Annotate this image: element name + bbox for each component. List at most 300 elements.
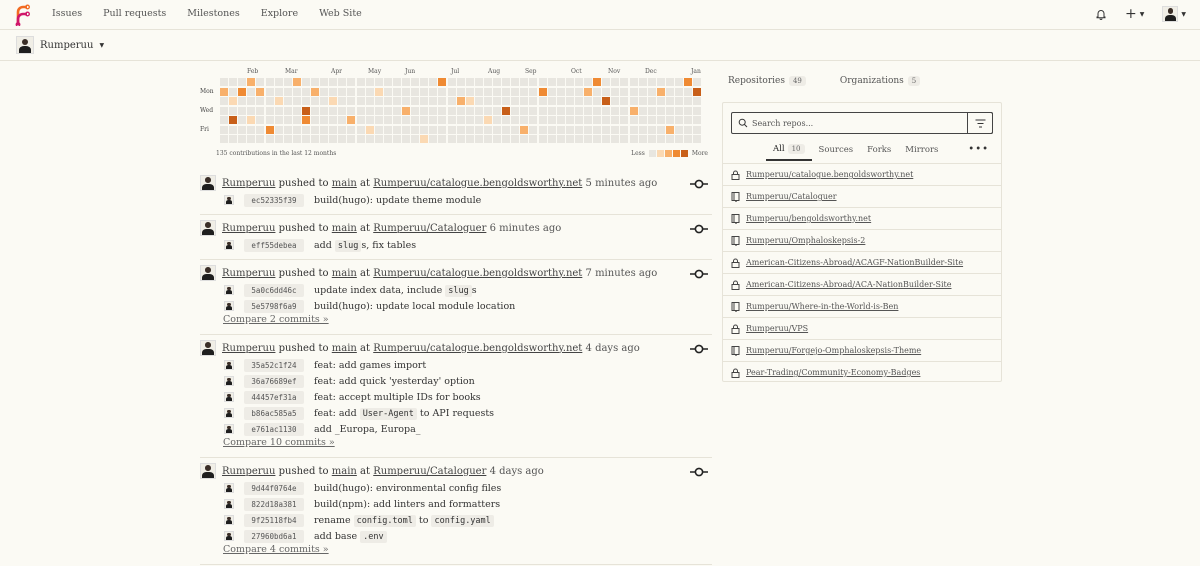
contribution-cell <box>539 78 547 86</box>
filter-tab-label: Sources <box>818 145 854 155</box>
contribution-cell <box>493 78 501 86</box>
contribution-cell <box>511 97 519 105</box>
contribution-cell <box>429 78 437 86</box>
repo-name-link[interactable]: Rumperuu/Cataloguer <box>746 192 837 201</box>
contribution-cell <box>502 88 510 96</box>
tab-repositories[interactable] <box>722 70 812 92</box>
commit-row <box>200 389 712 405</box>
create-new-dropdown[interactable] <box>1125 6 1144 22</box>
contribution-cell <box>520 135 528 143</box>
compare-commits-link[interactable]: Compare 10 commits » <box>223 437 335 448</box>
action-text: pushed to <box>278 342 329 354</box>
contribution-cell <box>238 88 246 96</box>
contribution-cell <box>366 107 374 115</box>
contribution-cell <box>275 107 283 115</box>
filter-tab-all[interactable] <box>766 139 812 161</box>
feed-item-header <box>200 219 712 237</box>
contribution-cell <box>584 135 592 143</box>
repo-link[interactable]: Rumperuu/Cataloguer <box>373 465 487 477</box>
commit-sha-link[interactable]: 9f25118fb4 <box>244 514 304 527</box>
contribution-cell <box>229 88 237 96</box>
contribution-cell <box>493 88 501 96</box>
commit-sha-link[interactable]: 5a0c6dd46c <box>244 284 304 297</box>
commit-sha-link[interactable]: ec52335f39 <box>244 194 304 207</box>
contribution-cell <box>284 88 292 96</box>
contribution-cell <box>475 107 483 115</box>
contribution-cell <box>584 78 592 86</box>
contribution-cell <box>347 107 355 115</box>
contribution-cell <box>593 107 601 115</box>
lock-icon <box>731 280 740 290</box>
feed-item <box>200 215 712 260</box>
repo-name-link[interactable]: Pear-Trading/Community-Economy-Badges <box>746 368 921 377</box>
user-link[interactable]: Rumperuu <box>222 465 276 477</box>
contribution-cell <box>666 116 674 124</box>
branch-link[interactable]: main <box>331 465 357 477</box>
contribution-cell <box>548 135 556 143</box>
commit-row <box>200 298 712 314</box>
contribution-cell <box>256 97 264 105</box>
filter-tab-forks[interactable] <box>860 139 898 161</box>
contribution-cell <box>566 126 574 134</box>
contribution-cell <box>375 135 383 143</box>
context-user-switcher[interactable] <box>16 36 104 54</box>
contribution-cell <box>611 107 619 115</box>
repo-name-link[interactable]: American-Citizens-Abroad/ACAGF-NationBuilder-Site <box>746 258 964 267</box>
contribution-cell <box>429 116 437 124</box>
repo-name-link[interactable]: Rumperuu/Forgejo-Omphaloskepsis-Theme <box>746 346 922 355</box>
contribution-cell <box>266 107 274 115</box>
filter-tab-label: All <box>773 144 785 154</box>
lock-icon <box>731 368 740 378</box>
commit-icon <box>690 268 708 280</box>
contribution-cell <box>457 88 465 96</box>
contribution-cell <box>393 135 401 143</box>
contribution-cell <box>520 88 528 96</box>
commit-message: add slug s, fix tables <box>314 239 417 251</box>
filter-tab-mirrors[interactable] <box>898 139 945 161</box>
branch-link[interactable]: main <box>331 177 357 189</box>
contribution-cell <box>502 126 510 134</box>
commit-row <box>200 512 712 528</box>
contribution-cell <box>575 88 583 96</box>
contribution-cell <box>475 135 483 143</box>
contribution-cell <box>357 135 365 143</box>
month-label: Jul <box>451 68 460 75</box>
repo-link[interactable]: Rumperuu/catalogue.bengoldsworthy.net <box>373 342 583 354</box>
contribution-cell <box>438 107 446 115</box>
contribution-cell <box>657 88 665 96</box>
search-input[interactable] <box>748 113 967 133</box>
contribution-cell <box>357 116 365 124</box>
contribution-cell <box>639 88 647 96</box>
contribution-cell <box>566 107 574 115</box>
commit-message: build(hugo): environmental config files <box>314 482 502 494</box>
repo-list-item[interactable] <box>723 273 1001 295</box>
notifications-bell-icon[interactable] <box>1095 8 1107 20</box>
contribution-cell <box>475 78 483 86</box>
lock-icon <box>731 324 740 334</box>
avatar <box>200 463 216 479</box>
contribution-cell <box>338 78 346 86</box>
contribution-cell <box>620 126 628 134</box>
branch-link[interactable]: main <box>331 342 357 354</box>
contribution-cell <box>375 97 383 105</box>
contribution-cell <box>366 135 374 143</box>
contribution-cell <box>238 135 246 143</box>
contribution-cell <box>484 116 492 124</box>
commit-sha-link[interactable]: 9d44f0764e <box>244 482 304 495</box>
contribution-cell <box>247 88 255 96</box>
contribution-cell <box>575 135 583 143</box>
legend-swatch <box>673 150 680 157</box>
contribution-cell <box>666 97 674 105</box>
contribution-cell <box>466 135 474 143</box>
contribution-cell <box>357 126 365 134</box>
contribution-cell <box>675 78 683 86</box>
branch-link[interactable]: main <box>331 267 357 279</box>
filter-tab-sources[interactable] <box>812 139 861 161</box>
contribution-cell <box>630 135 638 143</box>
repo-link[interactable]: Rumperuu/Cataloguer <box>373 222 487 234</box>
forgejo-logo[interactable] <box>14 4 30 26</box>
month-label: Jun <box>405 68 416 75</box>
inline-code: config.toml <box>354 515 416 527</box>
contribution-cell <box>229 78 237 86</box>
contribution-cell <box>284 116 292 124</box>
avatar <box>224 376 234 386</box>
contribution-cell <box>420 135 428 143</box>
repo-list-item[interactable] <box>723 251 1001 273</box>
contribution-cell <box>657 126 665 134</box>
inline-code: config.yaml <box>431 515 493 527</box>
commit-icon <box>690 343 708 355</box>
commit-sha-link[interactable]: 5e5798f6a9 <box>244 300 304 313</box>
avatar <box>224 240 234 250</box>
user-menu[interactable] <box>1162 6 1186 22</box>
legend-more: More <box>691 150 708 157</box>
contribution-cell <box>448 135 456 143</box>
commit-row <box>200 421 712 437</box>
commit-sha-link[interactable]: b86ac585a5 <box>244 407 304 420</box>
contribution-cell <box>229 135 237 143</box>
commit-sha-link[interactable]: e761ac1130 <box>244 423 304 436</box>
tab-organizations[interactable] <box>834 70 926 92</box>
user-link[interactable]: Rumperuu <box>222 222 276 234</box>
contribution-cell <box>684 88 692 96</box>
repo-panel <box>722 102 1002 382</box>
repo-name-link[interactable]: American-Citizens-Abroad/ACA-NationBuilder-Site <box>746 280 952 289</box>
contribution-cell <box>475 88 483 96</box>
tab-label: Organizations <box>839 76 904 86</box>
contribution-cell <box>493 126 501 134</box>
contribution-cell <box>338 126 346 134</box>
repo-list-item[interactable] <box>723 295 1001 317</box>
nav-link-pull-requests[interactable]: Pull requests <box>103 8 167 19</box>
contribution-cell <box>457 107 465 115</box>
repo-name-link[interactable]: Rumperuu/Omphaloskepsis-2 <box>746 236 866 245</box>
contribution-cell <box>293 126 301 134</box>
commit-sha-link[interactable]: 35a52c1f24 <box>244 359 304 372</box>
contribution-cell <box>347 116 355 124</box>
contribution-cell <box>420 116 428 124</box>
avatar <box>224 195 234 205</box>
contribution-cell <box>402 135 410 143</box>
contribution-cell <box>366 88 374 96</box>
commit-message: build(hugo): update theme module <box>314 194 482 206</box>
contribution-cell <box>529 88 537 96</box>
contribution-cell <box>557 116 565 124</box>
repo-list <box>723 163 1001 383</box>
contribution-cell <box>366 97 374 105</box>
nav-link-web-site[interactable]: Web Site <box>319 8 362 19</box>
contribution-cell <box>429 126 437 134</box>
at-text: at <box>360 465 371 477</box>
contribution-cell <box>611 88 619 96</box>
contribution-cell <box>302 135 310 143</box>
inline-code: .env <box>360 531 386 543</box>
repo-list-item[interactable] <box>723 163 1001 185</box>
contribution-cell <box>557 78 565 86</box>
avatar <box>200 220 216 236</box>
contribution-cell <box>457 116 465 124</box>
feed-item <box>200 260 712 335</box>
commit-row <box>200 357 712 373</box>
contribution-cell <box>466 116 474 124</box>
contribution-cell <box>520 126 528 134</box>
contribution-cell <box>311 135 319 143</box>
contribution-cell <box>284 135 292 143</box>
feed-item-header <box>200 462 712 480</box>
contribution-cell <box>411 78 419 86</box>
contribution-cell <box>484 88 492 96</box>
compare-commits-link[interactable]: Compare 2 commits » <box>223 314 329 325</box>
day-label: Wed <box>200 107 214 114</box>
repo-name-link[interactable]: Rumperuu/catalogue.bengoldsworthy.net <box>746 170 914 179</box>
repo-name-link[interactable]: Rumperuu/Where-in-the-World-is-Ben <box>746 302 899 311</box>
contribution-cell <box>602 116 610 124</box>
nav-link-issues[interactable]: Issues <box>52 8 83 19</box>
contribution-cell <box>220 88 228 96</box>
tab-label: Repositories <box>728 76 785 86</box>
branch-link[interactable]: main <box>331 222 357 234</box>
contribution-cell <box>411 107 419 115</box>
commit-sha-link[interactable]: 27960bd6a1 <box>244 530 304 543</box>
commit-row <box>200 373 712 389</box>
commit-sha-link[interactable]: 822d18a381 <box>244 498 304 511</box>
contribution-cell <box>639 78 647 86</box>
contribution-cell <box>602 88 610 96</box>
contribution-cell <box>630 126 638 134</box>
contribution-cell <box>457 135 465 143</box>
avatar <box>1162 6 1178 22</box>
timestamp: 4 days ago <box>585 342 640 354</box>
contribution-cell <box>620 88 628 96</box>
contribution-cell <box>630 116 638 124</box>
contribution-cell <box>256 78 264 86</box>
contribution-cell <box>320 126 328 134</box>
avatar <box>224 531 234 541</box>
repo-list-item[interactable] <box>723 339 1001 361</box>
contribution-cell <box>238 78 246 86</box>
chevron-down-icon: ▼ <box>99 41 105 49</box>
user-link[interactable]: Rumperuu <box>222 342 276 354</box>
contribution-cell <box>511 126 519 134</box>
top-navbar <box>0 0 1200 30</box>
filter-button[interactable] <box>967 112 993 134</box>
nav-link-explore[interactable]: Explore <box>260 8 299 19</box>
contribution-cell <box>620 107 628 115</box>
contribution-cell <box>338 116 346 124</box>
filter-tab-label: Forks <box>867 145 892 155</box>
avatar <box>224 499 234 509</box>
contribution-cell <box>293 97 301 105</box>
contribution-cell <box>639 126 647 134</box>
contribution-cell <box>347 88 355 96</box>
contribution-cell <box>648 116 656 124</box>
user-link[interactable]: Rumperuu <box>222 177 276 189</box>
contribution-cell <box>275 116 283 124</box>
contribution-cell <box>584 107 592 115</box>
contribution-cell <box>529 135 537 143</box>
contribution-cell <box>302 107 310 115</box>
avatar <box>224 285 234 295</box>
repo-list-item[interactable] <box>723 317 1001 339</box>
compare-commits-link[interactable]: Compare 4 commits » <box>223 544 329 555</box>
contribution-cell <box>229 107 237 115</box>
repo-list-item[interactable] <box>723 361 1001 383</box>
contribution-cell <box>229 97 237 105</box>
contribution-cell <box>357 97 365 105</box>
avatar <box>200 340 216 356</box>
contribution-cell <box>466 97 474 105</box>
contribution-cell <box>448 107 456 115</box>
contribution-cell <box>311 78 319 86</box>
contribution-cell <box>548 107 556 115</box>
contribution-cell <box>375 107 383 115</box>
month-label: Feb <box>247 68 259 75</box>
repo-search <box>731 112 993 134</box>
user-link[interactable]: Rumperuu <box>222 267 276 279</box>
repo-name-link[interactable]: Rumperuu/VPS <box>746 324 809 333</box>
action-text: pushed to <box>278 465 329 477</box>
month-label: May <box>368 68 382 75</box>
contribution-cell <box>493 97 501 105</box>
contribution-cell <box>448 116 456 124</box>
contribution-cell <box>520 107 528 115</box>
contribution-cell <box>329 97 337 105</box>
timestamp: 7 minutes ago <box>585 267 658 279</box>
avatar <box>200 175 216 191</box>
contribution-cell <box>266 78 274 86</box>
contribution-cell <box>438 78 446 86</box>
contribution-cell <box>639 135 647 143</box>
commit-row <box>200 237 712 253</box>
contribution-cell <box>666 78 674 86</box>
contribution-cell <box>675 88 683 96</box>
commit-sha-link[interactable]: 36a76689ef <box>244 375 304 388</box>
inline-code: slug <box>445 285 471 297</box>
contribution-cell <box>293 116 301 124</box>
commit-row <box>200 192 712 208</box>
contribution-cell <box>666 126 674 134</box>
contribution-cell <box>593 88 601 96</box>
contribution-cell <box>539 135 547 143</box>
day-label: Fri <box>200 126 209 133</box>
repo-list-item[interactable] <box>723 185 1001 207</box>
repo-list-item[interactable] <box>723 207 1001 229</box>
contribution-cell <box>320 78 328 86</box>
legend-swatch <box>649 150 656 157</box>
contribution-cell <box>375 126 383 134</box>
contribution-cell <box>539 97 547 105</box>
month-label: Apr <box>331 68 343 75</box>
contribution-cell <box>675 126 683 134</box>
contribution-cell <box>375 78 383 86</box>
commit-row <box>200 282 712 298</box>
repo-link[interactable]: Rumperuu/catalogue.bengoldsworthy.net <box>373 177 583 189</box>
count-badge: 10 <box>788 144 805 154</box>
action-text: pushed to <box>278 222 329 234</box>
contribution-cell <box>238 97 246 105</box>
at-text: at <box>360 222 371 234</box>
contribution-cell <box>357 107 365 115</box>
contribution-cell <box>302 116 310 124</box>
contribution-cell <box>693 116 701 124</box>
commit-icon <box>690 223 708 235</box>
contribution-cell <box>366 78 374 86</box>
contribution-cell <box>684 97 692 105</box>
timestamp: 6 minutes ago <box>489 222 562 234</box>
contribution-cell <box>693 88 701 96</box>
contribution-cell <box>593 116 601 124</box>
contribution-cell <box>466 107 474 115</box>
contribution-cell <box>284 78 292 86</box>
contribution-cell <box>584 88 592 96</box>
contribution-cell <box>384 135 392 143</box>
commit-sha-link[interactable]: eff55debea <box>244 239 304 252</box>
contribution-cell <box>611 78 619 86</box>
contribution-cell <box>366 126 374 134</box>
contribution-cell <box>511 107 519 115</box>
legend-swatch <box>657 150 664 157</box>
repo-name-link[interactable]: Rumperuu/bengoldsworthy.net <box>746 214 872 223</box>
contribution-cell <box>457 126 465 134</box>
contribution-cell <box>247 78 255 86</box>
contribution-cell <box>620 78 628 86</box>
contribution-cell <box>438 126 446 134</box>
contribution-cell <box>566 116 574 124</box>
more-options-button[interactable]: ••• <box>968 144 989 155</box>
repo-link[interactable]: Rumperuu/catalogue.bengoldsworthy.net <box>373 267 583 279</box>
contribution-cell <box>338 135 346 143</box>
contribution-cell <box>657 78 665 86</box>
chevron-down-icon: ▼ <box>1181 10 1186 18</box>
nav-link-milestones[interactable]: Milestones <box>187 8 240 19</box>
contribution-cell <box>611 116 619 124</box>
contribution-cell <box>602 107 610 115</box>
commit-sha-link[interactable]: 44457ef31a <box>244 391 304 404</box>
count-badge: 49 <box>789 76 806 86</box>
contribution-cell <box>438 97 446 105</box>
feed-item <box>200 170 712 215</box>
contribution-cell <box>611 97 619 105</box>
contribution-cell <box>393 107 401 115</box>
repo-list-item[interactable] <box>723 229 1001 251</box>
avatar <box>224 483 234 493</box>
contribution-cell <box>548 97 556 105</box>
contribution-cell <box>593 126 601 134</box>
